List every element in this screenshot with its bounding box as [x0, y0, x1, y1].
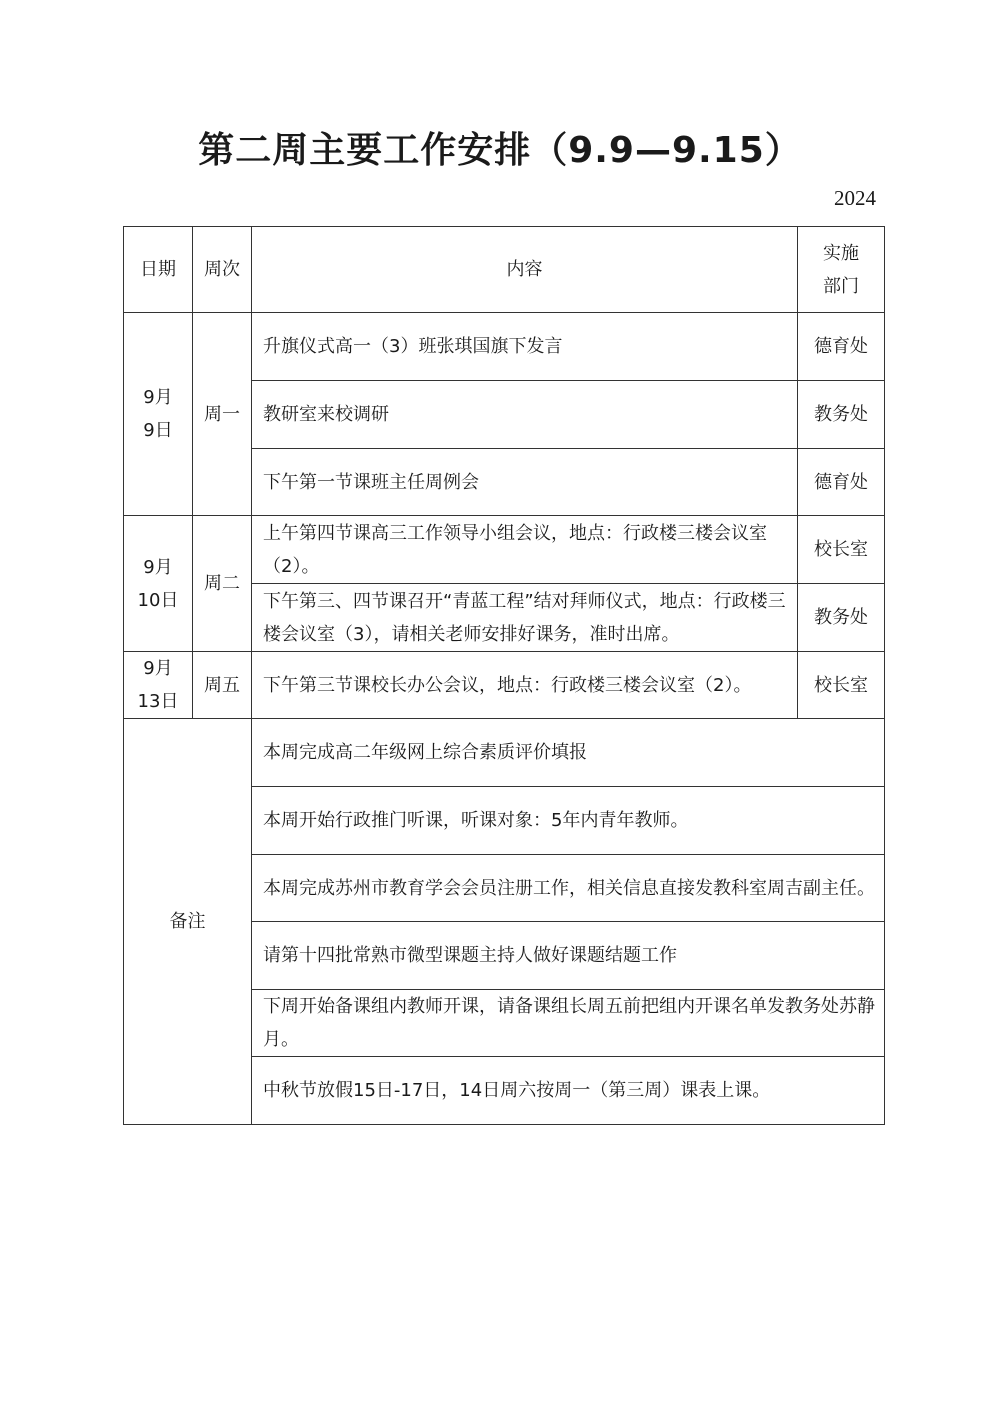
date-month: 9月 [143, 658, 173, 679]
date-cell [124, 313, 193, 516]
header-dept-line2: 部门 [823, 275, 859, 297]
content-cell: 上午第四节课高三工作领导小组会议，地点：行政楼三楼会议室（2）。 [252, 516, 798, 584]
dept-cell: 德育处 [798, 449, 885, 516]
year-label: 2024 [834, 186, 876, 210]
content-cell: 下午第一节课班主任周例会 [252, 449, 798, 516]
date-month: 9月 [143, 387, 173, 408]
header-dept-line1: 实施 [823, 242, 859, 264]
header-dept [798, 227, 885, 313]
schedule-table [123, 226, 885, 1125]
dept-cell: 德育处 [798, 313, 885, 381]
dept-cell: 校长室 [798, 652, 885, 719]
date-cell [124, 652, 193, 719]
header-content: 内容 [252, 227, 798, 313]
date-month: 9月 [143, 556, 173, 578]
table-row [124, 516, 885, 584]
note-item: 本周完成苏州市教育学会会员注册工作，相关信息直接发教科室周吉副主任。 [252, 855, 885, 922]
content-cell: 升旗仪式高一（3）班张琪国旗下发言 [252, 313, 798, 381]
table-row [124, 313, 885, 381]
weekday-cell: 周二 [193, 516, 252, 652]
weekday-cell: 周一 [193, 313, 252, 516]
table-header-row [124, 227, 885, 313]
content-cell: 下午第三、四节课召开“青蓝工程”结对拜师仪式，地点：行政楼三楼会议室（3），请相关老师安排好课务，准时出席。 [252, 584, 798, 652]
weekday-cell: 周五 [193, 652, 252, 719]
content-cell: 下午第三节课校长办公会议，地点：行政楼三楼会议室（2）。 [252, 652, 798, 719]
notes-row [124, 719, 885, 787]
dept-cell: 教务处 [798, 381, 885, 449]
page-title: 第二周主要工作安排（9.9—9.15） [198, 130, 802, 171]
content-cell: 教研室来校调研 [252, 381, 798, 449]
date-day: 10日 [137, 589, 179, 611]
header-date: 日期 [124, 227, 193, 313]
note-item: 本周完成高二年级网上综合素质评价填报 [252, 719, 885, 787]
note-item: 中秋节放假15日-17日，14日周六按周一（第三周）课表上课。 [252, 1057, 885, 1125]
header-weekday: 周次 [193, 227, 252, 313]
table-row [124, 652, 885, 719]
notes-label: 备注 [124, 719, 252, 1125]
date-cell [124, 516, 193, 652]
note-item: 请第十四批常熟市微型课题主持人做好课题结题工作 [252, 922, 885, 990]
date-day: 13日 [137, 691, 179, 712]
note-item: 本周开始行政推门听课，听课对象：5年内青年教师。 [252, 787, 885, 855]
date-day: 9日 [143, 420, 173, 441]
dept-cell: 教务处 [798, 584, 885, 652]
dept-cell: 校长室 [798, 516, 885, 584]
note-item: 下周开始备课组内教师开课，请备课组长周五前把组内开课名单发教务处苏静月。 [252, 990, 885, 1057]
